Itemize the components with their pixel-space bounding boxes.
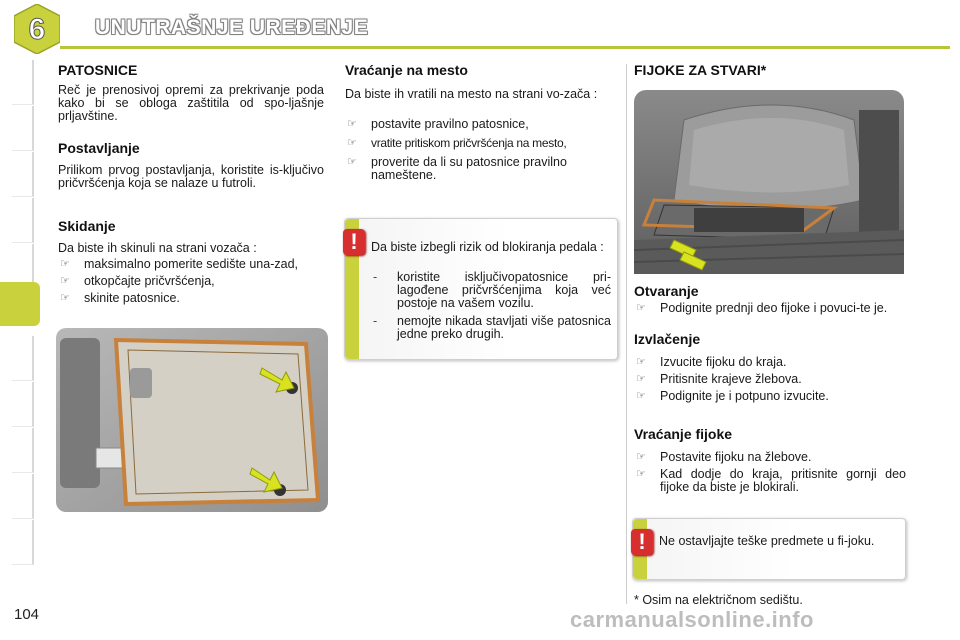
floor-mat-image (56, 328, 328, 512)
pointing-hand-icon: ☞ (636, 356, 646, 368)
remove-title: Skidanje (58, 218, 116, 234)
open-steps (634, 302, 906, 315)
chapter-tab-2[interactable] (12, 106, 34, 151)
list-item: ☞ Pritisnite krajeve žlebova. (636, 372, 802, 386)
chapter-tab-7[interactable] (12, 336, 34, 381)
list-item: ☞ maksimalno pomerite sedište una-zad, (60, 257, 298, 271)
list-item: ☞ Izvucite fijoku do kraja. (636, 355, 787, 369)
footnote: * Osim na električnom sedištu. (634, 593, 803, 607)
section-title-floor-mats: PATOSNICE (58, 62, 138, 78)
pointing-hand-icon: ☞ (347, 137, 357, 149)
refit-title: Vraćanje na mesto (345, 62, 468, 78)
chapter-tab-11[interactable] (12, 520, 34, 565)
pointing-hand-icon: ☞ (347, 118, 357, 130)
page-number: 104 (14, 606, 40, 623)
list-item: ☞ otkopčajte pričvršćenja, (60, 274, 215, 288)
list-item: ☞ Podignite je i potpuno izvucite. (636, 389, 829, 403)
open-title: Otvaranje (634, 283, 699, 299)
chapter-tab-9[interactable] (12, 428, 34, 473)
chapter-tab-4[interactable] (12, 198, 34, 243)
install-title: Postavljanje (58, 140, 140, 156)
list-item: - koristite isključivopatosnice pri-lagođene pričvršćenjima koja već postoje na vašem vozilu. (373, 270, 611, 310)
warning-icon: ! (631, 529, 653, 555)
pointing-hand-icon: ☞ (347, 156, 357, 168)
chapter-tabs (0, 60, 40, 580)
return-title: Vraćanje fijoke (634, 426, 733, 442)
remove-steps (58, 258, 326, 305)
warning-items (367, 271, 611, 341)
list-item: ☞ proverite da li su patosnice pravilno nameštene. (347, 155, 567, 182)
pointing-hand-icon: ☞ (60, 292, 70, 304)
chapter-tab-3[interactable] (12, 152, 34, 197)
chapter-tab-10[interactable] (12, 474, 34, 519)
list-item: ☞ vratite pritiskom pričvršćenja na mesto, (347, 136, 567, 150)
warning-text: Ne ostavljajte teške predmete u fi-joku. (659, 534, 875, 548)
warning-intro: Da biste izbegli rizik od blokiranja pedala : (371, 240, 604, 254)
refit-intro: Da biste ih vratili na mesto na strani vo-zača : (345, 87, 598, 101)
column-divider (626, 64, 627, 604)
install-text: Prilikom prvog postavljanja, koristite is-ključivo pričvršćenja koja se nalaze u futroli. (58, 163, 324, 190)
section-title-drawer: FIJOKE ZA STVARI* (634, 62, 767, 78)
pointing-hand-icon: ☞ (636, 302, 646, 314)
return-steps (634, 451, 906, 494)
pointing-hand-icon: ☞ (60, 275, 70, 287)
watermark: carmanualsonline.info (570, 607, 814, 632)
pointing-hand-icon: ☞ (636, 390, 646, 402)
pull-title: Izvlačenje (634, 331, 701, 347)
pull-steps (634, 356, 906, 403)
pointing-hand-icon: ☞ (636, 373, 646, 385)
warning-box-pedals (344, 218, 618, 360)
list-item: ☞ Podignite prednji deo fijoke i povuci-te je. (636, 301, 888, 315)
list-item: - nemojte nikada stavljati više patosnica jedne preko drugih. (373, 314, 611, 341)
chapter-tab-8[interactable] (12, 382, 34, 427)
chapter-number: 6 (28, 13, 46, 46)
pointing-hand-icon: ☞ (60, 258, 70, 270)
warning-icon: ! (343, 229, 365, 255)
floor-mats-intro: Reč je prenosivoj opremi za prekrivanje poda kako bi se obloga zaštitila od spo-ljašnje prljavštine. (58, 83, 324, 123)
page-title: UNUTRAŠNJE UREĐENJE (95, 16, 369, 39)
pointing-hand-icon: ☞ (636, 468, 646, 480)
remove-intro: Da biste ih skinuli na strani vozača : (58, 241, 257, 255)
header-rule (60, 46, 950, 49)
list-item: ☞ Kad dodje do kraja, pritisnite gornji deo fijoke da biste je blokirali. (636, 467, 906, 494)
chapter-tab-6-active[interactable] (0, 282, 40, 326)
pointing-hand-icon: ☞ (636, 451, 646, 463)
chapter-badge (14, 4, 60, 54)
list-item: ☞ Postavite fijoku na žlebove. (636, 450, 812, 464)
seat-drawer-image (634, 90, 904, 274)
refit-steps (345, 118, 617, 182)
list-item: ☞ skinite patosnice. (60, 291, 180, 305)
warning-box-drawer (632, 518, 906, 580)
chapter-tab-1[interactable] (12, 60, 34, 105)
list-item: ☞ postavite pravilno patosnice, (347, 117, 529, 131)
